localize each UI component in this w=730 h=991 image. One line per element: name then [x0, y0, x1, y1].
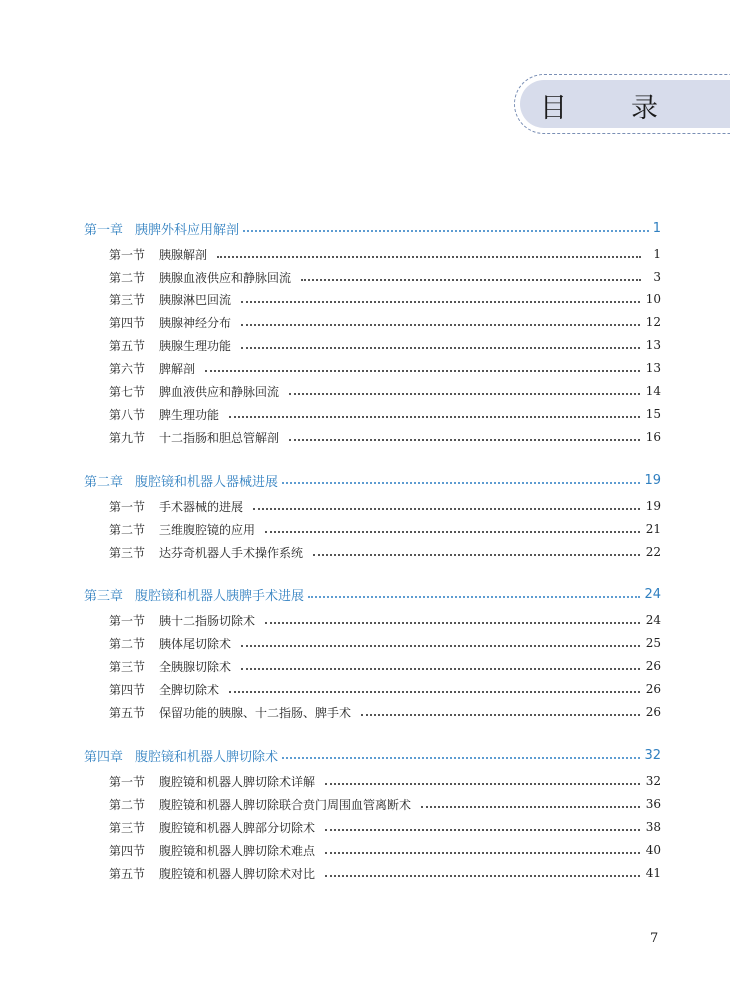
- chapter-title: 腹腔镜和机器人器械进展: [135, 474, 279, 490]
- dot-leader: [205, 369, 640, 372]
- section-number: 第四节: [109, 315, 146, 330]
- chapter-title: 腹腔镜和机器人脾切除术: [135, 749, 279, 765]
- section-number: 第六节: [109, 361, 146, 376]
- section-number: 第四节: [109, 682, 146, 697]
- dot-leader: [282, 481, 640, 484]
- section-page: 19: [645, 499, 661, 513]
- section-title: 胰体尾切除术: [159, 636, 232, 651]
- section-number: 第四节: [109, 843, 146, 858]
- chapter-number: 第四章: [84, 749, 124, 765]
- dot-leader: [289, 438, 640, 441]
- section-title: 胰十二指肠切除术: [159, 613, 256, 628]
- dot-leader: [282, 756, 640, 759]
- toc-section-row[interactable]: [109, 427, 661, 447]
- section-number: 第一节: [109, 774, 146, 789]
- chapter-title: 腹腔镜和机器人胰脾手术进展: [135, 588, 305, 604]
- title-char-1: 目: [540, 93, 631, 124]
- toc-section-row[interactable]: [109, 244, 661, 264]
- dot-leader: [229, 415, 640, 418]
- toc-section-row[interactable]: [109, 817, 661, 837]
- section-title: 脾生理功能: [159, 407, 220, 422]
- section-number: 第二节: [109, 270, 146, 285]
- section-page: 26: [645, 682, 661, 696]
- chapter-number: 第三章: [84, 588, 124, 604]
- section-page: 13: [645, 361, 661, 375]
- dot-leader: [313, 553, 640, 556]
- toc-section-row[interactable]: [109, 542, 661, 562]
- section-page: 3: [653, 270, 661, 284]
- section-page: 15: [645, 407, 661, 421]
- section-number: 第七节: [109, 384, 146, 399]
- toc-section-row[interactable]: [109, 794, 661, 814]
- section-number: 第三节: [109, 659, 146, 674]
- section-title: 脾解剖: [159, 361, 196, 376]
- section-title: 脾血液供应和静脉回流: [159, 384, 280, 399]
- section-number: 第二节: [109, 636, 146, 651]
- section-number: 第五节: [109, 866, 146, 881]
- dot-leader: [265, 530, 640, 533]
- section-title: 三维腹腔镜的应用: [159, 522, 256, 537]
- section-number: 第三节: [109, 545, 146, 560]
- section-page: 38: [645, 820, 661, 834]
- chapter-title: 胰脾外科应用解剖: [135, 222, 240, 238]
- section-title: 胰腺生理功能: [159, 338, 232, 353]
- section-title: 腹腔镜和机器人脾切除术难点: [159, 843, 316, 858]
- section-number: 第三节: [109, 292, 146, 307]
- section-title: 胰腺解剖: [159, 247, 208, 262]
- toc-section-row[interactable]: [109, 381, 661, 401]
- toc-section-row[interactable]: [109, 771, 661, 791]
- section-page: 24: [645, 613, 661, 627]
- section-number: 第五节: [109, 705, 146, 720]
- toc-section-row[interactable]: [109, 863, 661, 883]
- toc-section-row[interactable]: [109, 312, 661, 332]
- section-title: 胰腺淋巴回流: [159, 292, 232, 307]
- section-title: 胰腺神经分布: [159, 315, 232, 330]
- toc-section-row[interactable]: [109, 840, 661, 860]
- toc-section-row[interactable]: [109, 656, 661, 676]
- toc-section-row[interactable]: [109, 358, 661, 378]
- section-title: 腹腔镜和机器人脾部分切除术: [159, 820, 316, 835]
- toc-section-row[interactable]: [109, 519, 661, 539]
- toc-section-row[interactable]: [109, 267, 661, 287]
- chapter-page: 1: [652, 220, 661, 236]
- dot-leader: [289, 392, 640, 395]
- section-page: 10: [645, 292, 661, 306]
- chapter-page: 19: [644, 472, 661, 488]
- section-number: 第一节: [109, 499, 146, 514]
- chapter-page: 24: [644, 586, 661, 602]
- section-number: 第三节: [109, 820, 146, 835]
- chapter-number: 第一章: [84, 222, 124, 238]
- toc-section-row[interactable]: [109, 702, 661, 722]
- dot-leader: [241, 323, 640, 326]
- dot-leader: [361, 713, 640, 716]
- section-page: 12: [645, 315, 661, 329]
- section-title: 达芬奇机器人手术操作系统: [159, 545, 304, 560]
- section-page: 26: [645, 705, 661, 719]
- toc-section-row[interactable]: [109, 335, 661, 355]
- dot-leader: [241, 300, 640, 303]
- dot-leader: [241, 346, 640, 349]
- section-page: 13: [645, 338, 661, 352]
- section-page: 36: [645, 797, 661, 811]
- page-number: 7: [650, 931, 659, 946]
- section-number: 第一节: [109, 247, 146, 262]
- dot-leader: [421, 805, 640, 808]
- toc-section-row[interactable]: [109, 496, 661, 516]
- section-number: 第八节: [109, 407, 146, 422]
- toc-chapter-row[interactable]: [84, 584, 661, 604]
- dot-leader: [229, 690, 640, 693]
- toc-section-row[interactable]: [109, 289, 661, 309]
- section-page: 22: [645, 545, 661, 559]
- dot-leader: [301, 278, 641, 281]
- dot-leader: [265, 621, 640, 624]
- dot-leader: [325, 874, 640, 877]
- toc-chapter-row[interactable]: [84, 218, 661, 238]
- section-number: 第五节: [109, 338, 146, 353]
- toc-chapter-row[interactable]: [84, 470, 661, 490]
- section-page: 14: [645, 384, 661, 398]
- toc-section-row[interactable]: [109, 679, 661, 699]
- section-page: 16: [645, 430, 661, 444]
- dot-leader: [325, 828, 640, 831]
- section-page: 40: [645, 843, 661, 857]
- chapter-page: 32: [644, 747, 661, 763]
- section-number: 第二节: [109, 522, 146, 537]
- page-title: [540, 86, 722, 125]
- section-title: 十二指肠和胆总管解剖: [159, 430, 280, 445]
- section-title: 全胰腺切除术: [159, 659, 232, 674]
- chapter-number: 第二章: [84, 474, 124, 490]
- dot-leader: [243, 229, 649, 232]
- section-page: 1: [653, 247, 661, 261]
- section-page: 41: [645, 866, 661, 880]
- toc-chapter-row[interactable]: [84, 745, 661, 765]
- section-number: 第二节: [109, 797, 146, 812]
- dot-leader: [241, 667, 640, 670]
- section-page: 26: [645, 659, 661, 673]
- dot-leader: [325, 851, 640, 854]
- dot-leader: [325, 782, 640, 785]
- section-title: 腹腔镜和机器人脾切除术对比: [159, 866, 316, 881]
- dot-leader: [308, 595, 640, 598]
- section-number: 第一节: [109, 613, 146, 628]
- section-title: 胰腺血液供应和静脉回流: [159, 270, 292, 285]
- section-page: 32: [645, 774, 661, 788]
- title-banner: [514, 74, 730, 134]
- section-number: 第九节: [109, 430, 146, 445]
- section-title: 腹腔镜和机器人脾切除联合贲门周围血管离断术: [159, 797, 412, 812]
- section-page: 25: [645, 636, 661, 650]
- section-page: 21: [645, 522, 661, 536]
- toc-section-row[interactable]: [109, 610, 661, 630]
- section-title: 保留功能的胰腺、十二指肠、脾手术: [159, 705, 352, 720]
- dot-leader: [217, 255, 641, 258]
- title-char-2: 录: [631, 93, 722, 124]
- dot-leader: [241, 644, 640, 647]
- toc-section-row[interactable]: [109, 633, 661, 653]
- section-title: 全脾切除术: [159, 682, 220, 697]
- section-title: 手术器械的进展: [159, 499, 244, 514]
- section-title: 腹腔镜和机器人脾切除术详解: [159, 774, 316, 789]
- dot-leader: [253, 507, 640, 510]
- toc-section-row[interactable]: [109, 404, 661, 424]
